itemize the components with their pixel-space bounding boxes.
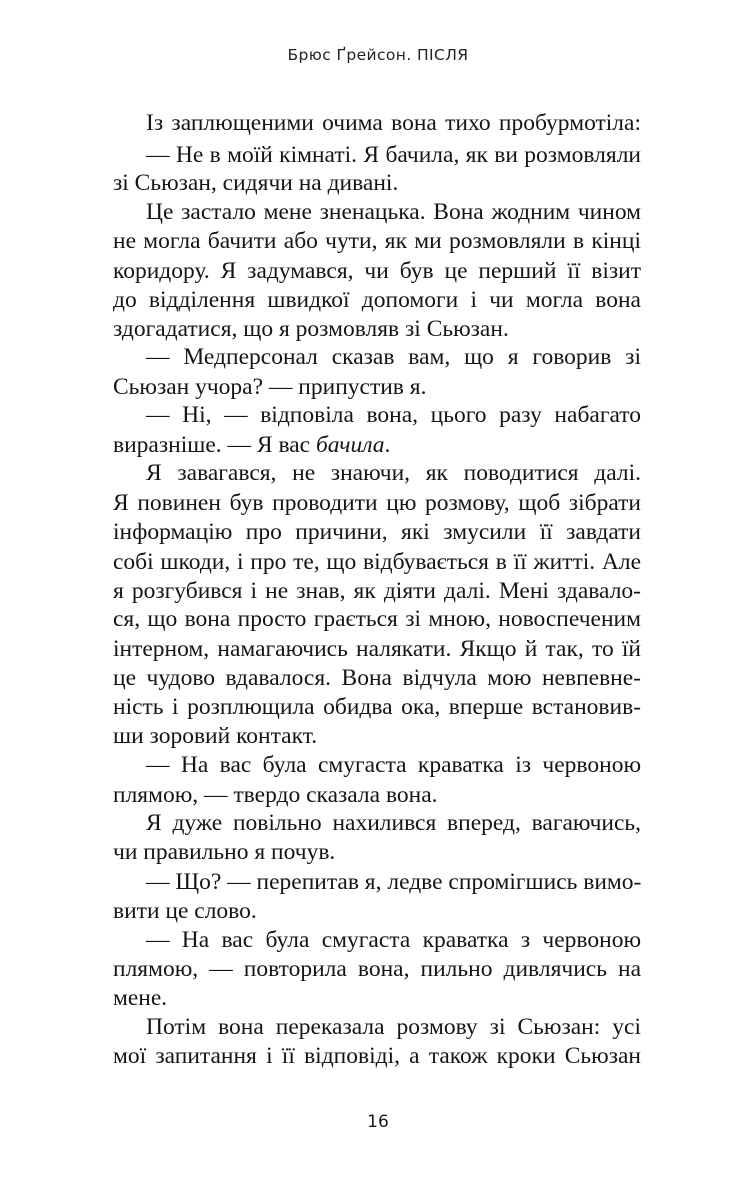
text-line: мої запитання і її відповіді, а також кроки Сьюзан (113, 1043, 641, 1069)
text-line: ши зоровий контакт. (113, 723, 318, 749)
emphasis-word: бачила (315, 432, 385, 458)
text-line: не могла бачити або чути, як ми розмовляли в кінці (113, 228, 641, 254)
text-line: чи правильно я почув. (113, 839, 336, 865)
text-line: інтерном, намагаючись налякати. Якщо й так, то їй (113, 636, 641, 662)
text-line: Я завагався, не знаючи, як поводитися далі. (146, 460, 641, 486)
text-line: це чудово вдавалося. Вона відчула мою невпевне- (113, 665, 641, 691)
text-line: — На вас була смугаста краватка з червоною (146, 927, 641, 953)
text-line: Я повинен був проводити цю розмову, щоб зібрати (113, 490, 641, 516)
page-number: 16 (367, 1112, 389, 1132)
text-line-lead: виразніше. — Я вас (113, 432, 316, 458)
text-line: плямою, — повторила вона, пильно дивлячись на (113, 956, 641, 982)
running-header: Брюс Ґрейсон. ПІСЛЯ (287, 46, 469, 64)
text-line: Сьюзан учора? — припустив я. (113, 374, 427, 400)
text-line: Я дуже повільно нахилився вперед, вагаючись, (146, 810, 641, 836)
text-line (113, 430, 641, 460)
text-line: Потім вона переказала розмову зі Сьюзан: усі (146, 1014, 641, 1040)
text-line: ся, що вона просто грається зі мною, новоспеченим (113, 606, 641, 632)
text-line: здогадатися, що я розмовляв зі Сьюзан. (113, 316, 509, 342)
text-line: — Ні, — відповіла вона, цього разу набагато (146, 402, 641, 428)
text-line: — Що? — перепитав я, ледве спромігшись вимо- (146, 869, 642, 895)
text-line: Це застало мене зненацька. Вона жодним чином (146, 199, 641, 225)
text-line: — Не в моїй кімнаті. Я бачила, як ви розмовляли (146, 142, 641, 168)
text-line: — На вас була смугаста краватка із червоною (146, 752, 641, 778)
text-line: ність і розплющила обидва ока, вперше встановив- (113, 694, 641, 720)
text-line: зі Сьюзан, сидячи на дивані. (113, 170, 399, 196)
text-line-tail: . (384, 432, 391, 458)
text-line: вити це слово. (113, 898, 257, 924)
text-line: — Медперсонал сказав вам, що я говорив зі (146, 344, 641, 370)
text-line: плямою, — твердо сказала вона. (113, 782, 438, 808)
text-line: до відділення швидкої допомоги і чи могла вона (113, 287, 641, 313)
text-line: інформацію про причини, які змусили її завдати (113, 519, 641, 545)
text-line: коридору. Я задумався, чи був це перший її візит (113, 258, 641, 284)
text-line: мене. (113, 985, 168, 1011)
text-line: я розгубився і не знав, як діяти далі. Мені здавало- (113, 578, 641, 604)
text-line: Із заплющеними очима вона тихо пробурмотіла: (146, 110, 641, 136)
text-line: собі шкоди, і про те, що відбувається в її житті. Але (113, 549, 641, 575)
